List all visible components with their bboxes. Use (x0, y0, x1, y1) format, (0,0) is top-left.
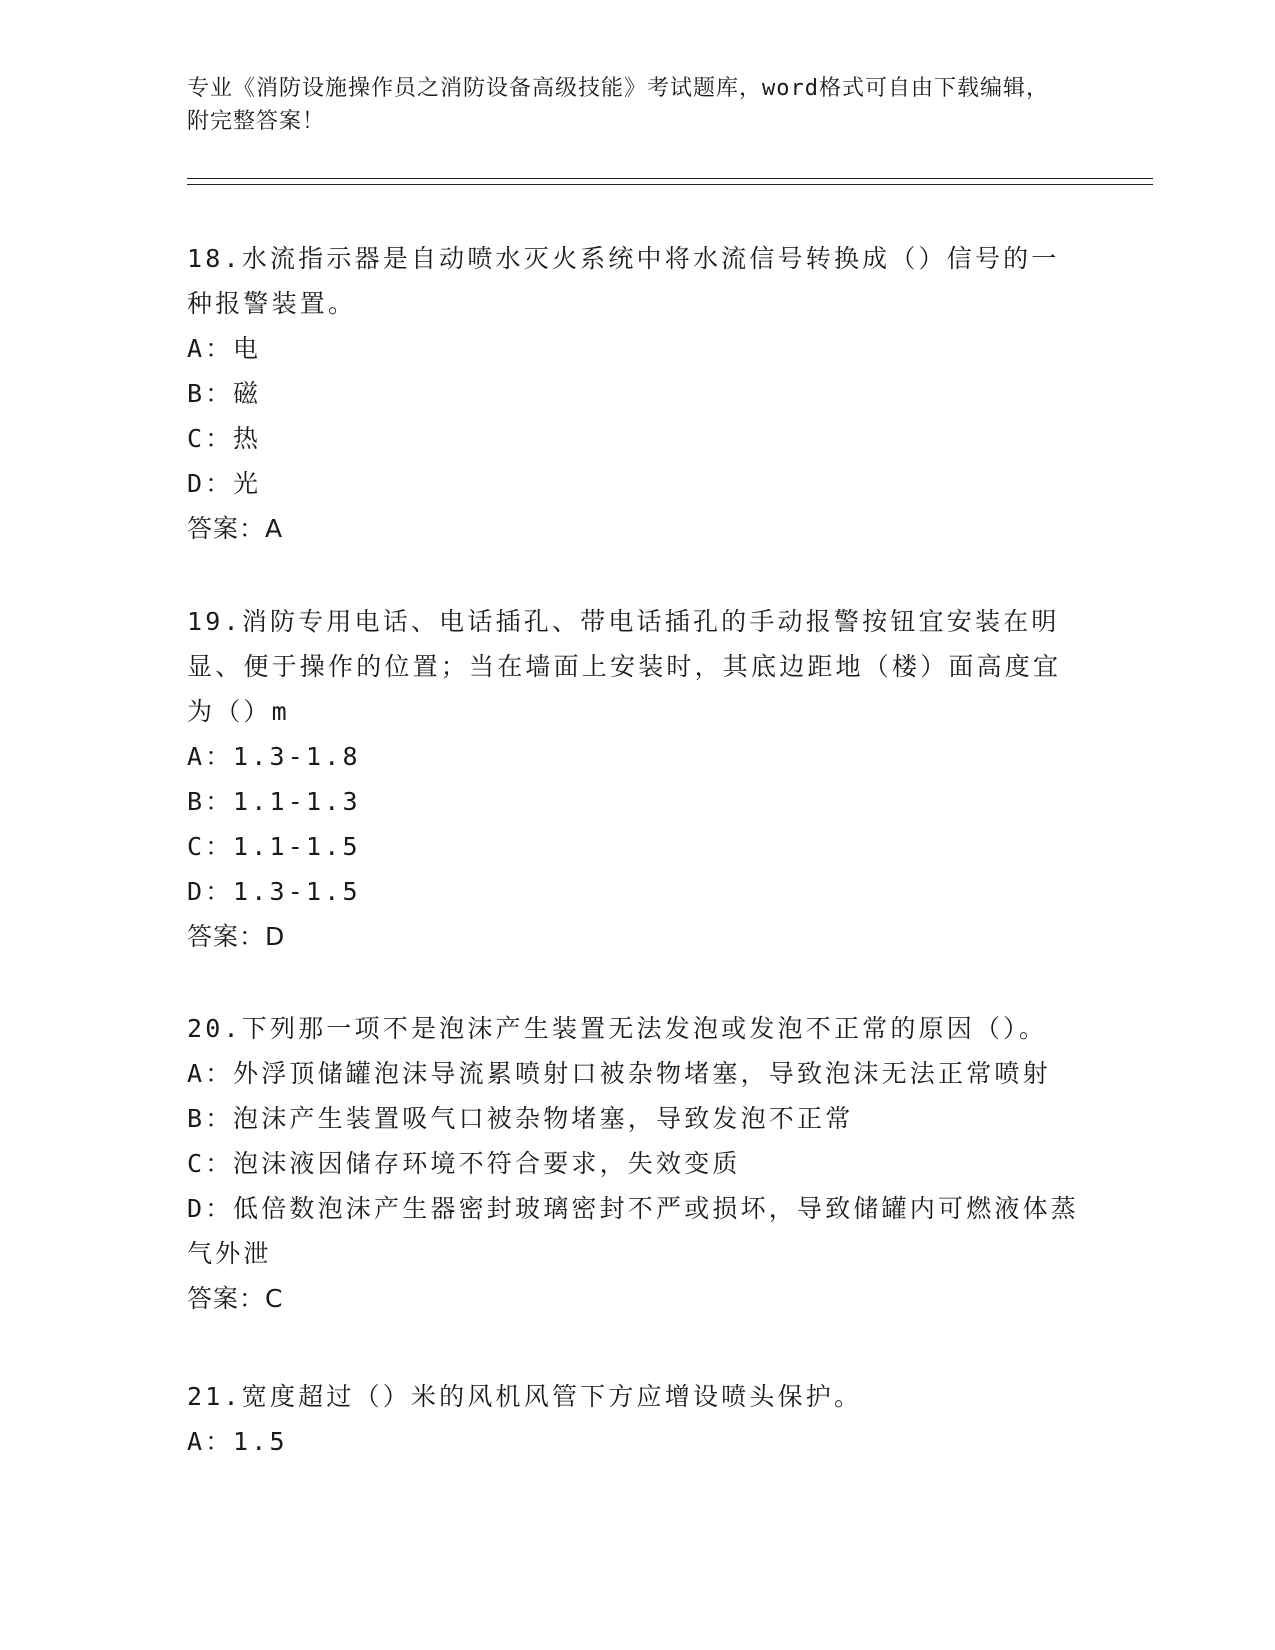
option-key: A： (187, 1427, 234, 1456)
option-text: 1.3-1.5 (233, 877, 361, 906)
answer-line: 答案：D (187, 922, 286, 951)
option-a (187, 734, 1087, 779)
header-divider-top (187, 178, 1153, 179)
option-key: D： (187, 469, 234, 498)
question-21 (187, 1374, 1087, 1464)
question-stem: 20.下列那一项不是泡沫产生装置无法发泡或发泡不正常的原因（）。 (187, 1014, 1048, 1043)
question-stem: 21.宽度超过（）米的风机风管下方应增设喷头保护。 (187, 1382, 863, 1411)
option-text: 电 (233, 334, 262, 363)
question-18 (187, 236, 1087, 551)
option-key: B： (187, 379, 234, 408)
option-key: A： (187, 742, 234, 771)
option-text: 泡沫产生装置吸气口被杂物堵塞，导致发泡不正常 (233, 1104, 854, 1133)
option-c (187, 1141, 1087, 1186)
option-c (187, 416, 1087, 461)
option-text: 泡沫液因储存环境不符合要求，失效变质 (233, 1149, 741, 1178)
question-20 (187, 1006, 1087, 1321)
question-19 (187, 599, 1087, 959)
option-text: 光 (233, 469, 262, 498)
option-text: 低倍数泡沫产生器密封玻璃密封不严或损坏，导致储罐内可燃液体蒸气外泄 (187, 1194, 1080, 1268)
option-key: A： (187, 1059, 234, 1088)
option-key: D： (187, 877, 234, 906)
option-key: D： (187, 1194, 234, 1223)
option-b (187, 371, 1087, 416)
option-text: 1.3-1.8 (233, 742, 361, 771)
option-c (187, 824, 1087, 869)
option-d (187, 461, 1087, 506)
option-text: 1.1-1.3 (233, 787, 361, 816)
question-stem: 19.消防专用电话、电话插孔、带电话插孔的手动报警按钮宜安装在明显、便于操作的位置；当在墙面上安装时，其底边距地（楼）面高度宜为（）m (187, 607, 1062, 726)
option-key: B： (187, 1104, 234, 1133)
option-key: C： (187, 832, 234, 861)
option-b (187, 1096, 1087, 1141)
answer-line: 答案：A (187, 514, 284, 543)
option-a (187, 1419, 1087, 1464)
option-a (187, 1051, 1087, 1096)
option-key: C： (187, 1149, 234, 1178)
option-text: 热 (233, 424, 262, 453)
document-header: 专业《消防设施操作员之消防设备高级技能》考试题库，word格式可自由下载编辑，附完整答案！ (187, 76, 1049, 134)
option-key: C： (187, 424, 234, 453)
question-stem: 18.水流指示器是自动喷水灭火系统中将水流信号转换成（）信号的一种报警装置。 (187, 244, 1060, 318)
option-text: 1.1-1.5 (233, 832, 361, 861)
option-b (187, 779, 1087, 824)
option-a (187, 326, 1087, 371)
option-text: 1.5 (233, 1427, 288, 1456)
option-text: 磁 (233, 379, 262, 408)
option-d (187, 1186, 1087, 1276)
option-key: A： (187, 334, 234, 363)
header-divider-bottom (187, 184, 1153, 185)
option-text: 外浮顶储罐泡沫导流累喷射口被杂物堵塞，导致泡沫无法正常喷射 (233, 1059, 1051, 1088)
answer-line: 答案：C (187, 1284, 284, 1313)
option-key: B： (187, 787, 234, 816)
option-d (187, 869, 1087, 914)
